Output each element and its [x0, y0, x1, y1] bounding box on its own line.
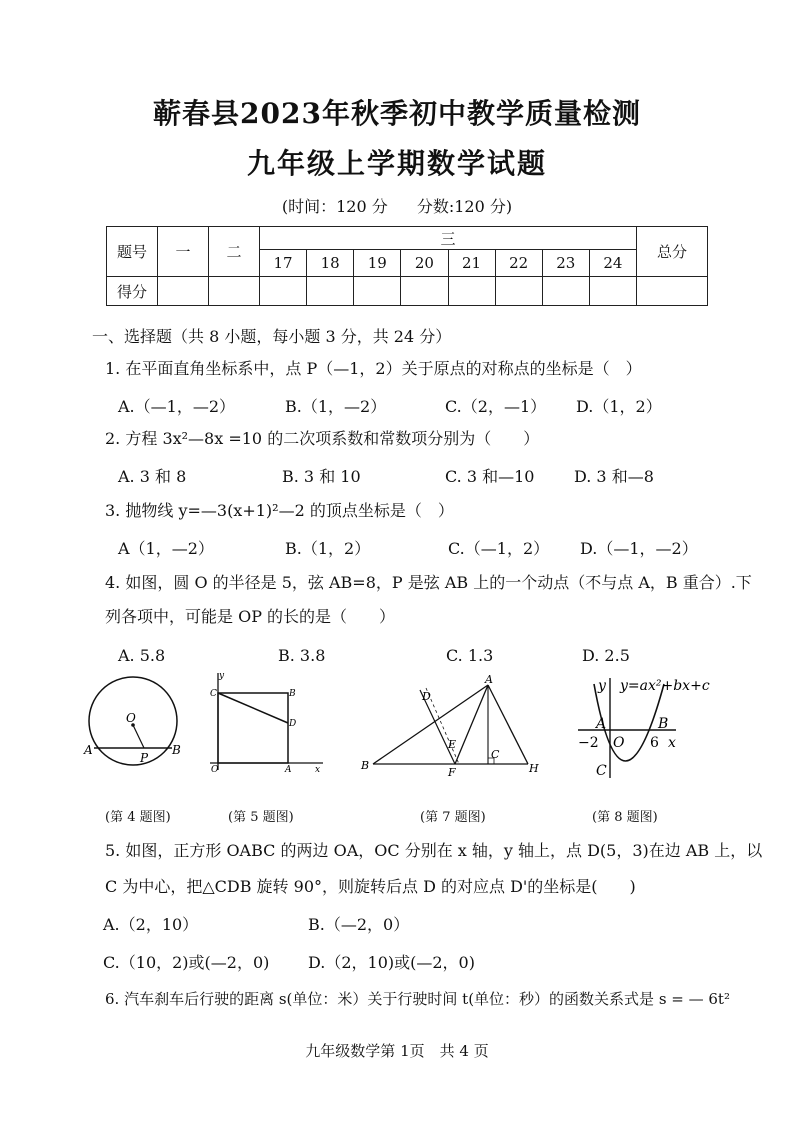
- exam-subtitle: 九年级上学期数学试题: [246, 147, 547, 180]
- question-1-stem: 1. 在平面直角坐标系中，点 P（—1，2）关于原点的对称点的坐标是（ ）: [105, 359, 642, 378]
- exam-meta: [0, 194, 794, 217]
- fig7-label-b: B: [361, 759, 370, 772]
- q4-option-b: B. 3.8: [278, 646, 326, 665]
- score-cell[interactable]: [542, 277, 589, 306]
- score-cell[interactable]: [401, 277, 448, 306]
- score-table-row-label: 得分: [107, 277, 158, 306]
- section1-heading: 一、选择题（共 8 小题，每小题 3 分，共 24 分）: [92, 327, 452, 346]
- fig5-label-b: B: [289, 689, 296, 699]
- score-cell[interactable]: [158, 277, 209, 306]
- q3-option-b: B.（1，2）: [285, 539, 371, 558]
- q5-option-a: A.（2，10）: [103, 915, 199, 934]
- fig8-label-o: O: [613, 735, 625, 751]
- q1-option-a: A.（—1，—2）: [118, 397, 236, 416]
- fig5-label-a: A: [285, 765, 292, 775]
- score-table-number: 23: [542, 250, 589, 277]
- q2-option-b: B. 3 和 10: [282, 467, 361, 486]
- fig5-caption: (第 5 题图): [228, 810, 294, 825]
- q5-option-c: C.（10，2)或(—2，0): [103, 953, 270, 972]
- score-table-number: 17: [260, 250, 307, 277]
- q4-option-a: A. 5.8: [118, 646, 166, 665]
- exam-score: 分数:120 分): [416, 197, 513, 216]
- score-table-number: 20: [401, 250, 448, 277]
- fig4-label-b: B: [172, 743, 181, 757]
- fig8-label-a: A: [596, 716, 607, 732]
- question-6-stem: 6. 汽车刹车后行驶的距离 s(单位：米）关于行驶时间 t(单位：秒）的函数关系式是 s = — 6t²: [105, 990, 730, 1008]
- score-cell[interactable]: [589, 277, 636, 306]
- fig7-label-h: H: [529, 762, 539, 775]
- score-table-header-total: 总分: [637, 227, 708, 277]
- score-cell[interactable]: [448, 277, 495, 306]
- q3-option-a: A（1，—2）: [118, 539, 214, 558]
- exam-title: 蕲春县2023年秋季初中教学质量检测: [153, 97, 641, 130]
- q1-option-d: D.（1，2）: [576, 397, 662, 416]
- fig5-label-o: O: [211, 765, 219, 775]
- score-table-header-1: 一: [158, 227, 209, 277]
- fig8-label-equation: y=ax²+bx+c: [620, 678, 710, 694]
- fig4-label-o: O: [126, 711, 136, 725]
- score-table-number: 18: [307, 250, 354, 277]
- score-table-number: 19: [354, 250, 401, 277]
- figure-5: [205, 668, 330, 778]
- fig7-label-a: A: [485, 673, 493, 686]
- fig5-label-y: y: [219, 671, 225, 681]
- exam-time: (时间：120 分: [281, 197, 388, 216]
- question-5-stem-line1: 5. 如图，正方形 OABC 的两边 OA，OC 分别在 x 轴，y 轴上，点 D(5，3)在边 AB 上，以: [105, 841, 763, 860]
- fig5-square: [218, 693, 288, 763]
- fig7-caption: (第 7 题图): [420, 810, 486, 825]
- question-2-stem: 2. 方程 3x²—8x =10 的二次项系数和常数项分别为（ ）: [105, 429, 540, 448]
- fig7-label-c: C: [491, 748, 500, 761]
- fig4-label-p: P: [140, 751, 149, 765]
- question-3-stem: 3. 抛物线 y=—3(x+1)²—2 的顶点坐标是（ ）: [105, 501, 454, 520]
- fig7-label-e: E: [448, 738, 457, 751]
- score-cell[interactable]: [209, 277, 260, 306]
- q5-option-b: B.（—2，0）: [308, 915, 410, 934]
- score-table-number: 22: [495, 250, 542, 277]
- fig8-label-minus2: −2: [578, 735, 599, 751]
- fig8-label-c: C: [596, 763, 607, 779]
- figure-4: [80, 670, 190, 780]
- score-table: [106, 226, 708, 306]
- score-cell[interactable]: [260, 277, 307, 306]
- fig7-label-f: F: [448, 766, 456, 778]
- fig8-label-6: 6: [650, 735, 659, 751]
- q4-option-c: C. 1.3: [446, 646, 494, 665]
- question-4-stem-line1: 4. 如图，圆 O 的半径是 5，弦 AB=8，P 是弦 AB 上的一个动点（不与点 A，B 重合）.下: [105, 573, 752, 592]
- fig8-caption: (第 8 题图): [592, 810, 658, 825]
- score-cell[interactable]: [307, 277, 354, 306]
- score-table-header-2: 二: [209, 227, 260, 277]
- q5-option-d: D.（2，10)或(—2，0): [308, 953, 475, 972]
- q3-option-d: D.（—1，—2）: [580, 539, 698, 558]
- q1-option-c: C.（2，—1）: [445, 397, 547, 416]
- figure-7: [358, 668, 550, 778]
- score-table-header-3: 三: [260, 227, 637, 250]
- fig7-label-d: D: [422, 690, 431, 703]
- q2-option-d: D. 3 和—8: [574, 467, 654, 486]
- fig5-label-d: D: [289, 719, 297, 729]
- figure-8: [570, 670, 720, 782]
- score-table-number: 24: [589, 250, 636, 277]
- fig8-label-x: x: [668, 735, 676, 751]
- q3-option-c: C.（—1，2）: [448, 539, 550, 558]
- page-footer: 九年级数学第 1页 共 4 页: [305, 1042, 489, 1060]
- q2-option-c: C. 3 和—10: [445, 467, 535, 486]
- fig5-label-c: C: [210, 689, 217, 699]
- fig5-label-x: x: [315, 765, 321, 775]
- q4-option-d: D. 2.5: [582, 646, 630, 665]
- fig4-caption: (第 4 题图): [105, 810, 171, 825]
- score-table-number: 21: [448, 250, 495, 277]
- score-cell[interactable]: [495, 277, 542, 306]
- q1-option-b: B.（1，—2）: [285, 397, 387, 416]
- q2-option-a: A. 3 和 8: [118, 467, 187, 486]
- fig8-label-b: B: [658, 716, 669, 732]
- fig5-segment-cd: [218, 693, 288, 723]
- question-5-stem-line2: C 为中心，把△CDB 旋转 90°，则旋转后点 D 的对应点 D'的坐标是( ): [105, 877, 636, 896]
- score-cell[interactable]: [637, 277, 708, 306]
- fig8-label-y: y: [598, 678, 606, 694]
- fig4-segment-op: [133, 725, 144, 748]
- fig7-dashed-line: [426, 688, 459, 764]
- score-cell[interactable]: [354, 277, 401, 306]
- fig4-label-a: A: [84, 743, 93, 757]
- question-4-stem-line2: 列各项中，可能是 OP 的长的是（ ）: [105, 607, 396, 626]
- score-table-header-qno: 题号: [107, 227, 158, 277]
